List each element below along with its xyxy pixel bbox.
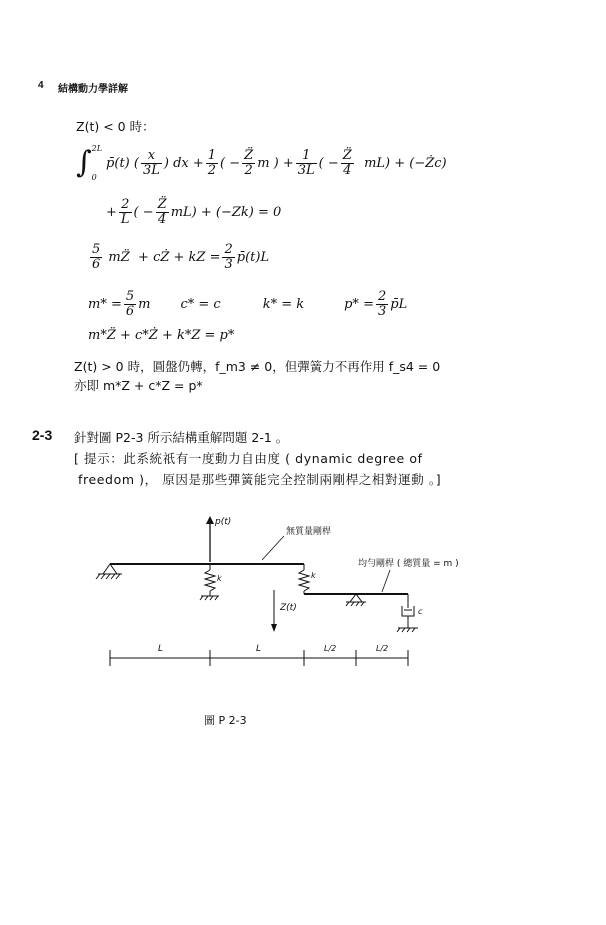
dashpot-label: c xyxy=(418,607,423,616)
dim-label-4: L/2 xyxy=(376,644,389,653)
left-pin-support xyxy=(96,564,122,579)
equation-1-line-1: ∫ 2L 0 p̄(t) ( $\frac{x}{3L}$ ) dx + $\frac{1}{2}$ ( − $\frac{Z̈}{2}$ m ) + $\frac{1}{3L}$ ( − $\frac{Z̈}{4}$ mL) + (−Żc) xyxy=(76,144,447,182)
uniform-bar-leader xyxy=(382,570,390,592)
equation-1-line-2: + $\frac{2}{L}$ ( − $\frac{Z̈}{4}$ mL) + (−Zk) = 0 xyxy=(106,196,282,227)
case-positive-line: Z(t) > 0 時，圓盤仍轉，f_m3 ≠ 0，但彈簧力不再作用 f_s4 = 0 xyxy=(74,359,441,374)
hint-line-2: freedom )， 原因是那些彈簧能完全控制兩剛桿之相對運動 。] xyxy=(78,472,442,487)
book-title: 結構動力學詳解 xyxy=(58,84,128,95)
dashpot xyxy=(397,594,418,632)
load-arrow xyxy=(206,516,214,562)
hint-line-1: [ 提示：此系統祇有一度動力自由度 ( dynamic degree of xyxy=(74,451,423,466)
massless-bar-label: 無質量剛桿 xyxy=(286,527,332,537)
case-label: Z(t) < 0 時： xyxy=(76,119,155,134)
displacement-arrowhead xyxy=(271,624,277,632)
figure-caption: 圖 P 2-3 xyxy=(204,714,247,727)
spring-2 xyxy=(299,564,309,594)
equation-2: $\frac{5}{6}$ mZ̈ + cŻ + kZ = $\frac{2}{3}$ p̄(t)L xyxy=(92,241,270,272)
displacement-label: Z(t) xyxy=(280,603,297,613)
spring-2-label: k xyxy=(311,571,316,580)
load-label: p(t) xyxy=(215,517,232,527)
problem-statement: 針對圖 P2-3 所示結構重解問題 2-1 。 xyxy=(74,430,289,445)
page-number: 4 xyxy=(38,80,44,91)
structure-figure xyxy=(90,510,530,680)
dim-label-1: L xyxy=(158,644,164,654)
dim-label-3: L/2 xyxy=(324,644,337,653)
equation-4: m*Z̈ + c*Ż + k*Z = p* xyxy=(88,328,235,343)
problem-number: 2-3 xyxy=(32,427,53,443)
dim-label-2: L xyxy=(256,644,262,654)
uniform-bar-label: 均勻剛桿 ( 總質量 = m ) xyxy=(358,559,459,569)
equation-3: m* = $\frac{5}{6}$ m c* = c k* = k p* = $\frac{2}{3}$ p̄L xyxy=(88,288,408,319)
middle-pin-support xyxy=(346,594,366,606)
spring-1-label: k xyxy=(217,574,222,583)
result-line: 亦即 m*Z + c*Z = p* xyxy=(74,378,203,393)
massless-bar-leader xyxy=(262,536,284,560)
